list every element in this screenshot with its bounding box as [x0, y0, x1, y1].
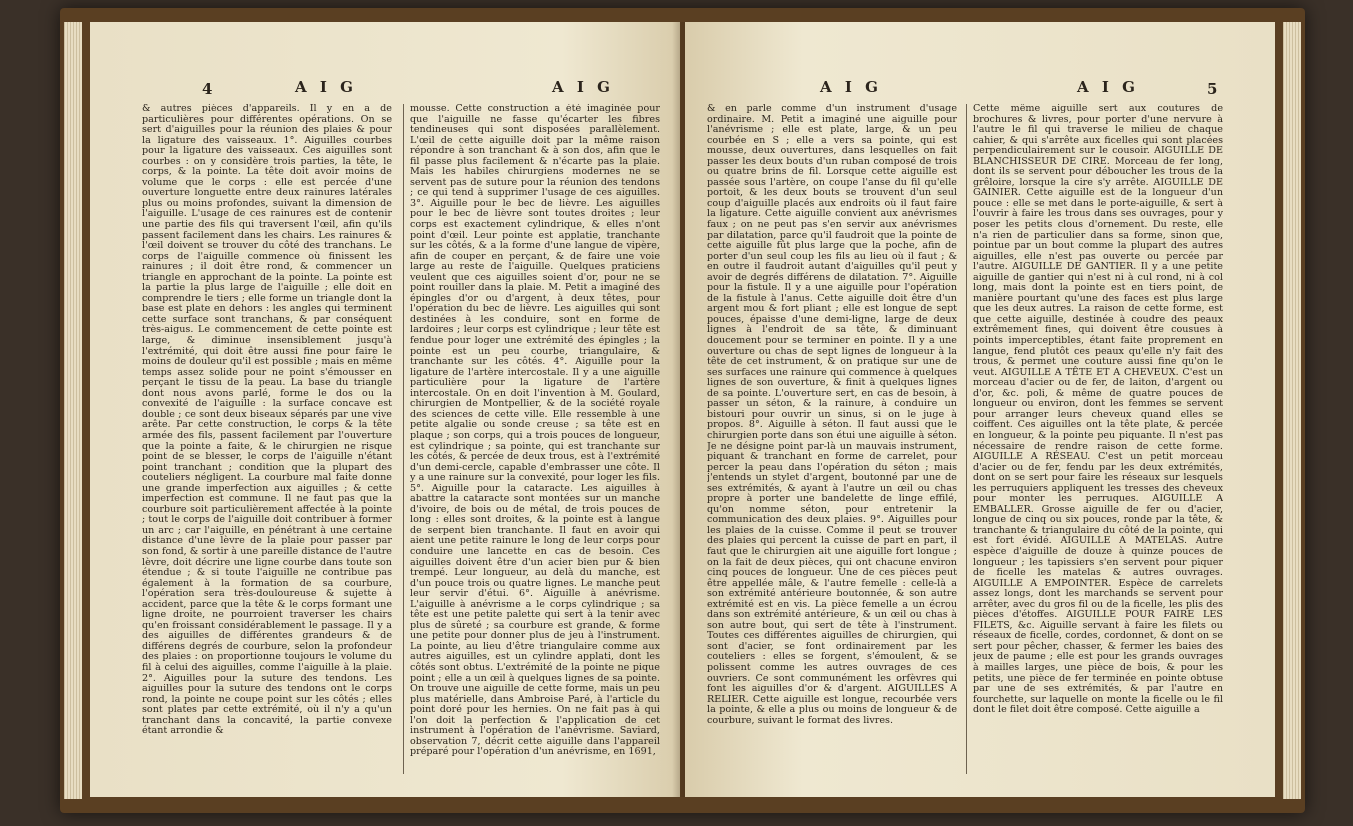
text-column: Cette même aiguille sert aux coutures de brochures & livres, pour porter d'une nervure à l'autre le fil qui traverse le milieu de chaque cahier, & qui s'arrête aux ficelles qui sont placées perpendiculairement sur le cousoir. AIGUILLE DE BLANCHISSEUR DE CIRE. Morceau de fer long, dont ils se servent pour déboucher les trous de la grêloire, lorsque la cire s'y arrête. AIGUILLE DE GAINIER. Cette aiguille est de la longueur d'un pouce : elle se met dans le porte-aiguille, & sert à l'ouvrir à faire les trous dans ses ouvrages, pour y poser les petits clous d'ornement. Du reste, elle n'a rien de particulier dans sa forme, sinon que, pointue par un bout comme la plupart des autres aiguilles, elle n'est pas ouverte ou percée par l'autre. AIGUILLE DE GANTIER. Il y a une petite aiguille de gantier qui n'est ni à cul rond, ni à col long, mais dont la pointe est en tiers point, de manière pourtant qu'une des faces est plus large que les deux autres. La raison de cette forme, est que cette aiguille, destinée à coudre des peaux extrêmement fines, qui doivent être cousues à points imperceptibles, étant faite proprement en langue, fend plutôt ces peaux qu'elle n'y fait des trous, & permet une couture aussi fine qu'on le veut. AIGUILLE A TÊTE ET A CHEVEUX. C'est un morceau d'acier ou de fer, de laiton, d'argent ou d'or, &c. poli, & même de quatre pouces de longueur ou environ, dont les femmes se servent pour arranger leurs cheveux quand elles se coiffent. Ces aiguilles ont la tête plate, & percée en longueur, & la pointe peu piquante. Il n'est pas nécessaire de rendre raison de cette forme. AIGUILLE A RÉSEAU. C'est un petit morceau d'acier ou de fer, fendu par les deux extrémités, dont on se sert pour faire les réseaux sur lesquels les perruquiers appliquent les tresses des cheveux pour monter les perruques. AIGUILLE A EMBALLER. Grosse aiguille de fer ou d'acier, longue de cinq ou six pouces, ronde par la tête, & tranchante & triangulaire du côté de la pointe, qui est fort évidé. AIGUILLE A MATELAS. Autre espèce d'aiguille de douze à quinze pouces de longueur ; les tapissiers s'en servent pour piquer de ficelle les matelas & autres ouvrages. AIGUILLE A EMPOINTER. Espèce de carrelets assez longs, dont les marchands se servent pour arrêter, avec du gros fil ou de la ficelle, les plis des pièces d'étoffes. AIGUILLE POUR FAIRE LES FILETS, &c. Aiguille servant à faire les filets ou réseaux de ficelle, cordes, cordonnet, & dont on se sert pour pêcher, chasser, & fermer les baies des jeux de paume ; elle est pour les grands ouvrages à mailles larges, une pièce de bois, & pour les petits, une pièce de fer terminée en pointe obtuse par une de ses extrémités, & par l'autre en fourchette, sur laquelle on monte la ficelle ou le fil dont le filet doit être composé. Cette aiguille a	[973, 104, 1223, 716]
running-header: A I G	[552, 78, 614, 96]
left-page	[90, 22, 680, 797]
running-header: A I G	[1077, 78, 1139, 96]
column-rule	[403, 104, 404, 774]
page-edges-right	[1283, 22, 1301, 799]
column-rule	[966, 104, 967, 774]
text-column: & en parle comme d'un instrument d'usage ordinaire. M. Petit a imaginé une aiguille pour l'anévrisme ; elle est plate, large, & un peu courbée en S ; elle a vers sa pointe, qui est mousse, deux ouvertures, dans lesquelles on fait passer les deux bouts d'un ruban composé de trois ou quatre brins de fil. Lorsque cette aiguille est passée sous l'artère, on coupe l'anse du fil qu'elle portoit, & les deux bouts se trouvent d'un seul coup d'aiguille placés aux endroits où il faut faire la ligature. Cette aiguille convient aux anévrismes faux ; on ne peut pas s'en servir aux anévrismes par dilatation, parce qu'il faudroit que la pointe de cette aiguille fût plus large que la poche, afin de porter d'un seul coup les fils au lieu où il faut ; & en outre il faudroit autant d'aiguilles qu'il peut y avoir de degrés différens de dilatation. 7°. Aiguille pour la fistule. Il y a une aiguille pour l'opération de la fistule à l'anus. Cette aiguille doit être d'un argent mou & fort pliant ; elle est longue de sept pouces, épaisse d'une demi-ligne, large de deux lignes à l'endroit de sa tête, & diminuant doucement pour se terminer en pointe. Il y a une ouverture ou chas de sept lignes de longueur à la tête de cet instrument, & on pratique sur une de ses surfaces une rainure qui commence à quelques lignes de son ouverture, & finit à quelques lignes de sa pointe. L'ouverture sert, en cas de besoin, à passer un séton, & la rainure, à conduire un bistouri pour ouvrir un sinus, si on le juge à propos. 8°. Aiguille à séton. Il faut aussi que le chirurgien porte dans son étui une aiguille à séton. Je ne désigne point par-là un mauvais instrument, piquant & tranchant en forme de carrelet, pour percer la peau dans l'opération du séton ; mais j'entends un stylet d'argent, boutonné par une de ses extrémités, & ayant à l'autre un œil ou chas propre à porter une bandelette de linge effilé, qu'on nomme séton, pour entretenir la communication des deux plaies. 9°. Aiguilles pour les plaies de la cuisse. Comme il peut se trouver des plaies qui percent la cuisse de part en part, il faut que le chirurgien ait une aiguille fort longue ; on la fait de deux pièces, qui ont chacune environ cinq pouces de longueur. Une de ces pièces peut être appellée mâle, & l'autre femelle : celle-là a son extrémité antérieure boutonnée, & son autre extrémité est en vis. La pièce femelle a un écrou dans son extrémité antérieure, & un œil ou chas à son autre bout, qui sert de tête à l'instrument. Toutes ces différentes aiguilles de chirurgien, qui sont d'acier, se font ordinairement par les couteliers : elles se forgent, s'émoulent, & se polissent comme les autres ouvrages de ces ouvriers. Ce sont communément les orfèvres qui font les aiguilles d'or & d'argent. AIGUILLES A RELIER. Cette aiguille est longue, recourbée vers la pointe, & elle a plus ou moins de longueur & de courbure, suivant le format des livres.	[707, 104, 957, 726]
page-edges-left	[64, 22, 82, 799]
running-header: A I G	[820, 78, 882, 96]
running-header: A I G	[295, 78, 357, 96]
right-page	[685, 22, 1275, 797]
book	[60, 8, 1305, 813]
text-column: mousse. Cette construction a été imaginée pour que l'aiguille ne fasse qu'écarter les fibres tendineuses qui sont disposées parallèlement. L'œil de cette aiguille doit par la même raison répondre à son tranchant & à son dos, afin que le fil passe plus facilement & n'écarte pas la plaie. Mais les habiles chirurgiens modernes ne se servent pas de suture pour la réunion des tendons ; ce qui tend à supprimer l'usage de ces aiguilles. 3°. Aiguille pour le bec de lièvre. Les aiguilles pour le bec de lièvre sont toutes droites ; leur corps est exactement cylindrique, & elles n'ont point d'œil. Leur pointe est applatie, tranchante sur les côtés, & a la forme d'une langue de vipère, afin de couper en perçant, & de faire une voie large au reste de l'aiguille. Quelques praticiens veulent que ces aiguilles soient d'or, pour ne se point rouiller dans la plaie. M. Petit a imaginé des épingles d'or ou d'argent, à deux têtes, pour l'opération du bec de lièvre. Les aiguilles qui sont destinées à les conduire, sont en forme de lardoires ; leur corps est cylindrique ; leur tête est fendue pour loger une extrémité des épingles ; la pointe est un peu courbe, triangulaire, & tranchante sur les côtés. 4°. Aiguille pour la ligature de l'artère intercostale. Il y a une aiguille particulière pour la ligature de l'artère intercostale. On en doit l'invention à M. Goulard, chirurgien de Montpellier, & de la société royale des sciences de cette ville. Elle ressemble à une petite algalie ou sonde creuse ; sa tête est en plaque ; son corps, qui a trois pouces de longueur, est cylindrique ; sa pointe, qui est tranchante sur les côtés, & percée de deux trous, est à l'extrémité d'un demi-cercle, capable d'embrasser une côte. Il y a une rainure sur la convexité, pour loger les fils. 5°. Aiguille pour la cataracte. Les aiguilles à abattre la cataracte sont montées sur un manche d'ivoire, de bois ou de métal, de trois pouces de long : elles sont droites, & la pointe est à langue de serpent bien tranchante. Il faut en avoir qui aient une petite rainure le long de leur corps pour conduire une lancette en cas de besoin. Ces aiguilles doivent être d'un acier bien pur & bien trempé. Leur longueur, au delà du manche, est d'un pouce trois ou quatre lignes. Le manche peut leur servir d'étui. 6°. Aiguille à anévrisme. L'aiguille à anévrisme a le corps cylindrique ; sa tête est une petite palette qui sert à la tenir avec plus de sûreté ; sa courbure est grande, & forme une petite pour donner plus de jeu à l'instrument. La pointe, au lieu d'être triangulaire comme aux autres aiguilles, est un cylindre applati, dont les côtés sont obtus. L'extrémité de la pointe ne pique point ; elle a un œil à quelques lignes de sa pointe. On trouve une aiguille de cette forme, mais un peu plus matérielle, dans Ambroise Paré, à l'article du point doré pour les hernies. On ne fait pas à qui l'on doit la perfection & l'application de cet instrument à l'opération de l'anévrisme. Saviard, observation 7, décrit cette aiguille dans l'appareil préparé pour l'opération d'un anévrisme, en 1691,	[410, 104, 660, 758]
page-number: 5	[1207, 80, 1218, 98]
page-number: 4	[202, 80, 213, 98]
text-column: & autres pièces d'appareils. Il y en a de particulières pour différentes opérations. On se sert d'aiguilles pour la réunion des plaies & pour la ligature des vaisseaux. 1°. Aiguilles courbes pour la ligature des vaisseaux. Ces aiguilles sont courbes : on y considère trois parties, la tête, le corps, & la pointe. La tête doit avoir moins de volume que le corps : elle est percée d'une ouverture longuette entre deux rainures latérales plus ou moins profondes, suivant la dimension de l'aiguille. L'usage de ces rainures est de contenir une partie des fils qui traversent l'œil, afin qu'ils passent facilement dans les chairs. Les rainures & l'œil doivent se trouver du côté des tranchans. Le corps de l'aiguille commence où finissent les rainures ; il doit être rond, & commencer un triangle en approchant de la pointe. La pointe est la partie la plus large de l'aiguille ; elle doit en comprendre le tiers ; elle forme un triangle dont la base est plate en dehors : les angles qui terminent cette surface sont tranchans, & par conséquent très-aigus. Le commencement de cette pointe est large, & diminue insensiblement jusqu'à l'extrémité, qui doit être aussi fine pour faire le moins de douleur qu'il est possible ; mais en même temps assez solide pour ne point s'émousser en perçant le tissu de la peau. La base du triangle dont nous avons parlé, forme le dos ou la convexité de l'aiguille : la surface concave est double ; ce sont deux biseaux séparés par une vive arête. Par cette construction, le corps & la tête armée des fils, passent facilement par l'ouverture que la pointe a faite, & le chirurgien ne risque point de se blesser, le corps de l'aiguille n'étant point tranchant ; condition que la plupart des couteliers négligent. La courbure mal faite donne une grande imperfection aux aiguilles ; & cette imperfection est commune. Il ne faut pas que la courbure soit particulièrement affectée à la pointe ; tout le corps de l'aiguille doit contribuer à former un arc ; car l'aiguille, en pénétrant à une certaine distance d'une lèvre de la plaie pour passer par son fond, & sortir à une pareille distance de l'autre lèvre, doit décrire une ligne courbe dans toute son étendue ; & si toute l'aiguille ne contribue pas également à la formation de sa courbure, l'opération sera très-douloureuse & sujette à accident, parce que la tête & le corps formant une ligne droite, ne pourroient traverser les chairs qu'en froissant considérablement le passage. Il y a des aiguilles de différentes grandeurs & de différens degrés de courbure, selon la profondeur des plaies : on proportionne toujours le volume du fil à celui des aiguilles, comme l'aiguille à la plaie. 2°. Aiguilles pour la suture des tendons. Les aiguilles pour la suture des tendons ont le corps rond, la pointe ne coupe point sur les côtés ; elles sont plates par cette extrémité, où il n'y a qu'un tranchant dans la concavité, la partie convexe étant arrondie &	[142, 104, 392, 737]
